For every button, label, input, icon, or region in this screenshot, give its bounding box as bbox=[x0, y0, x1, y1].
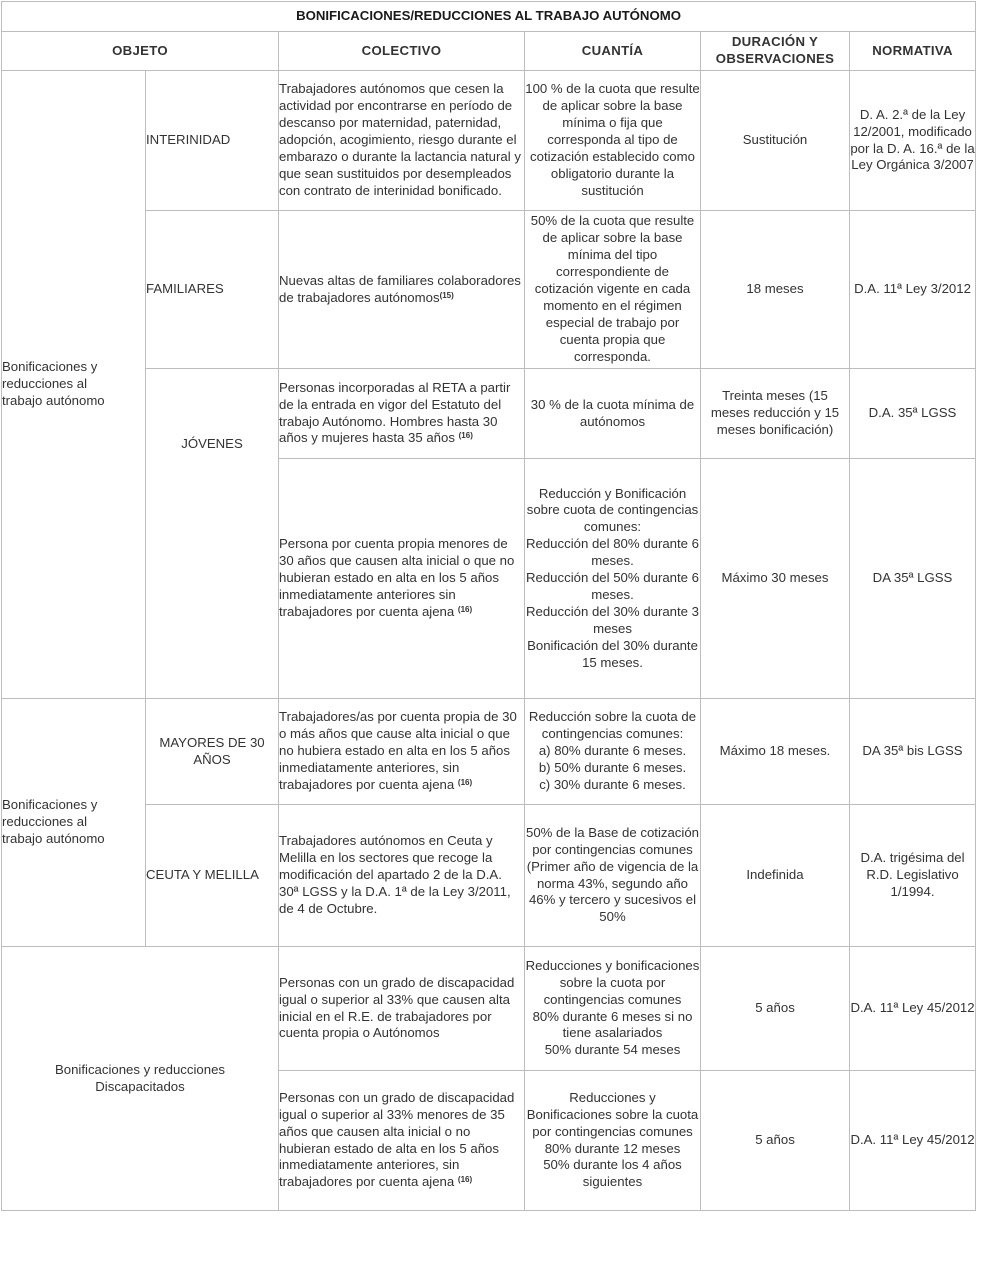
footnote-ref: (16) bbox=[457, 777, 473, 787]
cuantia-cell: 50% de la Base de cotización por contingencias comunes (Primer año de vigencia de la norma 43%, segundo año 46% y tercero y sucesivos el 50% bbox=[525, 805, 701, 947]
normativa-cell: D.A. 35ª LGSS bbox=[850, 369, 976, 459]
colectivo-text: Persona por cuenta propia menores de 30 años que causen alta inicial o que no hubieran estado en alta en los 5 años inmediatamente anteriores sin trabajadores por cuenta ajena bbox=[279, 536, 515, 619]
objeto-cell: Bonificaciones y reducciones Discapacitados bbox=[2, 947, 279, 1211]
colectivo-text: Nuevas altas de familiares colaboradores de trabajadores autónomos bbox=[279, 272, 521, 305]
normativa-cell: DA 35ª LGSS bbox=[850, 459, 976, 699]
header-cuantia: CUANTÍA bbox=[525, 32, 701, 71]
duracion-cell: Treinta meses (15 meses reducción y 15 meses bonificación) bbox=[701, 369, 850, 459]
normativa-cell: D.A. 11ª Ley 3/2012 bbox=[850, 211, 976, 369]
cuantia-cell: 100 % de la cuota que resulte de aplicar sobre la base mínima o fija que corresponda al tipo de cotización establecido como obligatorio durante la sustitución bbox=[525, 71, 701, 211]
duracion-cell: Máximo 18 meses. bbox=[701, 699, 850, 805]
duracion-cell: 5 años bbox=[701, 1071, 850, 1211]
duracion-cell: 5 años bbox=[701, 947, 850, 1071]
header-duracion: DURACIÓN Y OBSERVACIONES bbox=[701, 32, 850, 71]
subcategory-cell: FAMILIARES bbox=[146, 211, 279, 369]
normativa-cell: D. A. 2.ª de la Ley 12/2001, modificado por la D. A. 16.ª de la Ley Orgánica 3/2007 bbox=[850, 71, 976, 211]
cuantia-cell: Reducciones y bonificaciones sobre la cuota por contingencias comunes 80% durante 6 meses si no tiene asalariados 50% durante 54 meses bbox=[525, 947, 701, 1071]
colectivo-cell: Trabajadores autónomos en Ceuta y Melilla en los sectores que recoge la modificación del apartado 2 de la D.A. 30ª LGSS y la D.A. 1ª de la Ley 3/2011, de 4 de Octubre. bbox=[279, 805, 525, 947]
objeto-cell: Bonificaciones y reducciones al trabajo autónomo bbox=[2, 699, 146, 947]
table-row bbox=[2, 699, 976, 805]
colectivo-cell bbox=[279, 1071, 525, 1211]
footnote-ref: (15) bbox=[439, 290, 454, 300]
footnote-ref: (16) bbox=[457, 1175, 473, 1185]
colectivo-cell bbox=[279, 459, 525, 699]
cuantia-cell: Reducción y Bonificación sobre cuota de contingencias comunes: Reducción del 80% durante 6 meses. Reducción del 50% durante 6 meses. Reducción del 30% durante 3 meses Bonificación del 30% durante 15 meses. bbox=[525, 459, 701, 699]
subcategory-cell: JÓVENES bbox=[146, 369, 279, 699]
cuantia-cell: 30 % de la cuota mínima de autónomos bbox=[525, 369, 701, 459]
table-row bbox=[2, 947, 976, 1071]
table-row bbox=[2, 369, 976, 459]
normativa-cell: D.A. 11ª Ley 45/2012 bbox=[850, 1071, 976, 1211]
normativa-cell: DA 35ª bis LGSS bbox=[850, 699, 976, 805]
header-objeto: OBJETO bbox=[2, 32, 279, 71]
duracion-cell: Máximo 30 meses bbox=[701, 459, 850, 699]
colectivo-cell bbox=[279, 699, 525, 805]
colectivo-text: Trabajadores/as por cuenta propia de 30 o más años que cause alta inicial o que no hubiera estado en alta en los 5 años inmediatamente anteriores, sin trabajadores por cuenta ajena bbox=[279, 709, 517, 792]
header-row bbox=[2, 32, 976, 71]
footnote-ref: (16) bbox=[458, 431, 473, 441]
page-title: BONIFICACIONES/REDUCCIONES AL TRABAJO AUTÓNOMO bbox=[2, 2, 976, 32]
colectivo-cell bbox=[279, 369, 525, 459]
footnote-ref: (16) bbox=[457, 604, 473, 614]
table-row bbox=[2, 805, 976, 947]
normativa-cell: D.A. trigésima del R.D. Legislativo 1/1994. bbox=[850, 805, 976, 947]
cuantia-cell: Reducciones y Bonificaciones sobre la cuota por contingencias comunes 80% durante 12 meses 50% durante los 4 años siguientes bbox=[525, 1071, 701, 1211]
cuantia-cell: Reducción sobre la cuota de contingencias comunes: a) 80% durante 6 meses. b) 50% durante 6 meses. c) 30% durante 6 meses. bbox=[525, 699, 701, 805]
header-colectivo: COLECTIVO bbox=[279, 32, 525, 71]
colectivo-cell: Personas con un grado de discapacidad igual o superior al 33% que causen alta inicial en el R.E. de trabajadores por cuenta propia o Autónomos bbox=[279, 947, 525, 1071]
subcategory-cell: CEUTA Y MELILLA bbox=[146, 805, 279, 947]
objeto-cell: Bonificaciones y reducciones al trabajo autónomo bbox=[2, 71, 146, 699]
duracion-cell: Sustitución bbox=[701, 71, 850, 211]
title-row bbox=[2, 2, 976, 32]
duracion-cell: Indefinida bbox=[701, 805, 850, 947]
cuantia-cell: 50% de la cuota que resulte de aplicar sobre la base mínima del tipo correspondiente de cotización vigente en cada momento en el régimen especial de trabajo por cuenta propia que corresponda. bbox=[525, 211, 701, 369]
colectivo-cell bbox=[279, 211, 525, 369]
header-normativa: NORMATIVA bbox=[850, 32, 976, 71]
duracion-cell: 18 meses bbox=[701, 211, 850, 369]
table-row bbox=[2, 211, 976, 369]
colectivo-text: Personas incorporadas al RETA a partir de la entrada en vigor del Estatuto del trabajo Autónomo. Hombres hasta 30 años y mujeres hasta 35 años bbox=[279, 379, 511, 446]
normativa-cell: D.A. 11ª Ley 45/2012 bbox=[850, 947, 976, 1071]
subcategory-cell: INTERINIDAD bbox=[146, 71, 279, 211]
subcategory-cell: MAYORES DE 30 AÑOS bbox=[146, 699, 279, 805]
colectivo-cell: Trabajadores autónomos que cesen la actividad por encontrarse en período de descanso por maternidad, paternidad, adopción, acogimiento, riesgo durante el embarazo o durante la lactancia natural y que sean sustituidos por desempleados con contrato de interinidad bonificado. bbox=[279, 71, 525, 211]
bonificaciones-table bbox=[1, 1, 976, 1211]
table-row bbox=[2, 71, 976, 211]
colectivo-text: Personas con un grado de discapacidad igual o superior al 33% menores de 35 años que causen alta inicial o no hubieran estado de alta en los 5 años inmediatamente anteriores, sin trabajadores por cuenta ajena bbox=[279, 1089, 515, 1190]
